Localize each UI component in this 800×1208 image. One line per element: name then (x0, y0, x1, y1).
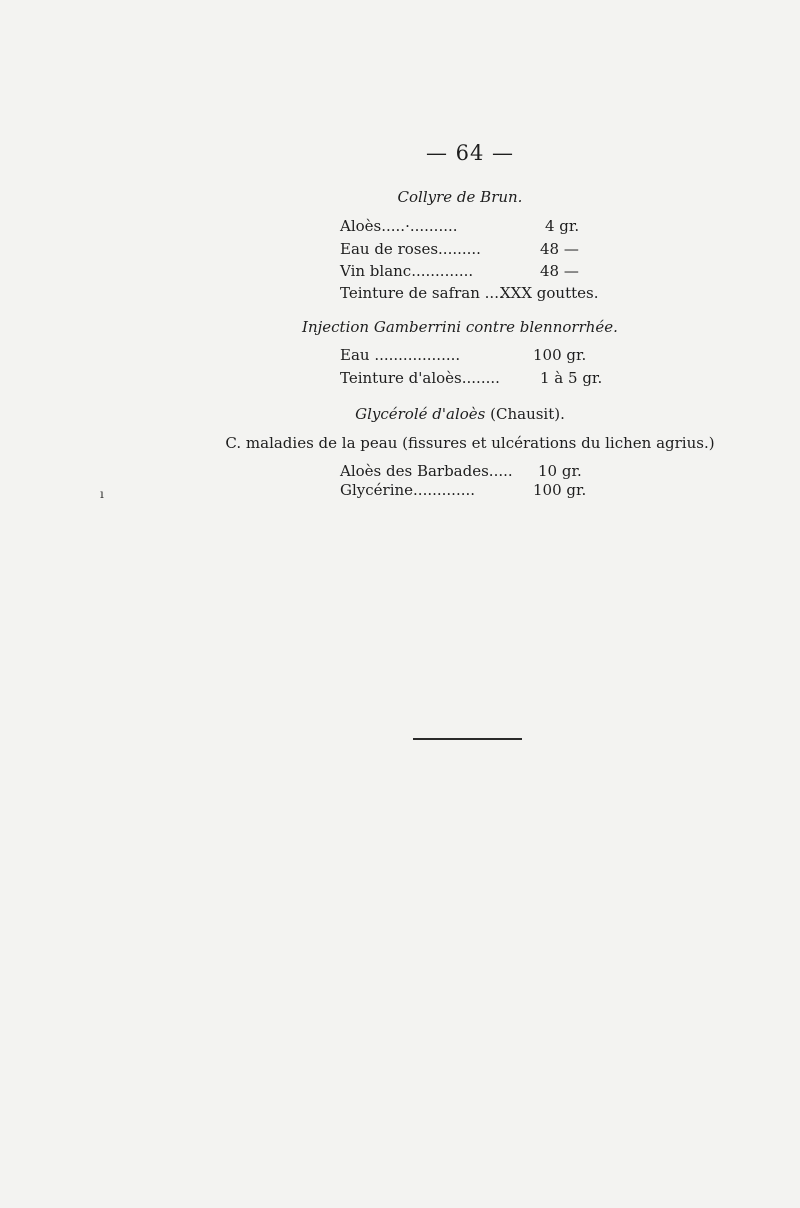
section-divider (413, 738, 522, 740)
recipe-title: Injection Gamberrini contre blennorrhée. (302, 318, 618, 336)
ingredient-name: Aloès.....·.......... (340, 217, 458, 235)
ingredient-quantity: 1 à 5 gr. (540, 369, 603, 387)
ingredient-name: Teinture de safran .... (340, 284, 504, 302)
ingredient-quantity: 100 gr. (533, 481, 587, 499)
ingredient-name: Eau de roses......... (340, 240, 481, 258)
recipe-title: Collyre de Brun. (397, 188, 523, 206)
ingredient-name: Teinture d'aloès........ (340, 369, 500, 387)
ingredient-quantity: 48 — (540, 240, 579, 258)
page-number: — 64 — (425, 141, 515, 165)
recipe-title (0, 405, 800, 423)
ingredient-name: Aloès des Barbades..... (340, 462, 513, 480)
ingredient-quantity: 48 — (540, 262, 579, 280)
ingredient-name: Vin blanc............. (340, 262, 474, 280)
ingredient-quantity: XXX gouttes. (500, 284, 599, 302)
ingredient-name: Glycérine............. (340, 481, 476, 499)
recipe-title-author: (Chausit). (490, 405, 565, 423)
ingredient-quantity: 100 gr. (533, 346, 587, 364)
ingredient-quantity: 10 gr. (538, 462, 582, 480)
ingredient-name: Eau .................. (340, 346, 461, 364)
recipe-note: C. maladies de la peau (fissures et ulcérations du lichen agrius.) (225, 434, 715, 452)
recipe-title-italic: Glycérolé d'aloès (355, 405, 486, 423)
ingredient-quantity: 4 gr. (545, 217, 580, 235)
paper-mark: ı (100, 487, 104, 501)
